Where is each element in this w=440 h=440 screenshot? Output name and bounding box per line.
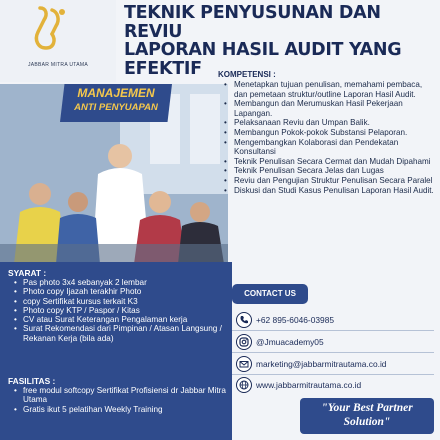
contact-instagram[interactable]: [236, 334, 436, 350]
badge-title: MANAJEMEN: [77, 86, 155, 100]
list-item: • Diskusi dan Studi Kasus Penulisan Laporan Hasil Audit.: [224, 186, 436, 196]
divider: [228, 330, 434, 331]
title-line-3: EFEKTIF: [124, 58, 202, 79]
phone-icon: [236, 312, 252, 328]
instagram-handle: @Jmuacademy05: [256, 337, 324, 347]
list-item: • Pas photo 3x4 sebanyak 2 lembar: [14, 278, 228, 287]
email-address: marketing@jabbarmitrautama.co.id: [256, 359, 387, 369]
list-item: • Teknik Penulisan Secara Cermat dan Mudah Dipahami: [224, 157, 436, 167]
list-item: • Menetapkan tujuan penulisan, memahami pembaca, dan pemetaan struktur/outline Laporan Hasil Audit.: [224, 80, 436, 99]
list-item: • Surat Rekomendasi dari Pimpinan / Atasan Langsung / Rekanan Kerja (bila ada): [14, 324, 228, 343]
list-item: • Membangun dan Merumuskan Hasil Pekerjaan Lapangan.: [224, 99, 436, 118]
tagline-line-1: "Your Best Partner: [321, 402, 413, 414]
website-url: www.jabbarmitrautama.co.id: [256, 380, 362, 390]
title-line-2: LAPORAN HASIL AUDIT YANG: [124, 40, 402, 60]
contact-phone[interactable]: [236, 312, 436, 328]
list-item: • Mengembangkan Kolaborasi dan Pendekatan Konsultansi: [224, 138, 436, 157]
list-item: • Gratis ikut 5 pelatihan Weekly Training: [14, 405, 228, 414]
syarat-list: [14, 278, 228, 343]
badge-subtitle: ANTI PENYUAPAN: [74, 102, 158, 113]
list-item: • Reviu dan Pengujian Struktur Penulisan Secara Paralel: [224, 176, 436, 186]
phone-number: +62 895-6046-03985: [256, 315, 335, 325]
instagram-icon: [236, 334, 252, 350]
tagline: [300, 401, 434, 429]
email-icon: [236, 356, 252, 372]
fasilitas-list: [14, 386, 228, 414]
list-item: • free modul softcopy Sertifikat Profisiensi dr Jabbar Mitra Utama: [14, 386, 228, 405]
list-item: • Photo copy Ijazah terakhir Photo: [14, 287, 228, 296]
page-title: [124, 4, 434, 78]
kompetensi-list: [224, 80, 436, 195]
tagline-line-2: Solution": [343, 416, 391, 428]
fasilitas-heading: FASILITAS :: [8, 376, 56, 386]
divider: [228, 352, 434, 353]
list-item: • Photo copy KTP / Paspor / Kitas: [14, 306, 228, 315]
divider: [228, 374, 434, 375]
list-item: • Membangun Pokok-pokok Substansi Pelaporan.: [224, 128, 436, 138]
syarat-heading: SYARAT :: [8, 268, 47, 278]
globe-icon: [236, 377, 252, 393]
contact-email[interactable]: [236, 356, 436, 372]
list-item: • Teknik Penulisan Secara Jelas dan Lugas: [224, 166, 436, 176]
list-item: • CV atau Surat Keterangan Pengalaman kerja: [14, 315, 228, 324]
contact-us-button[interactable]: CONTACT US: [232, 284, 308, 304]
company-logo-icon: [26, 4, 70, 54]
kompetensi-heading: KOMPETENSI :: [218, 70, 276, 79]
company-name: JABBAR MITRA UTAMA: [27, 62, 89, 68]
title-line-1: TEKNIK PENYUSUNAN DAN REVIU: [124, 3, 381, 42]
contact-website[interactable]: [236, 377, 436, 393]
list-item: • Pelaksanaan Reviu dan Umpan Balik.: [224, 118, 436, 128]
list-item: • copy Sertifikat kursus terkait K3: [14, 297, 228, 306]
